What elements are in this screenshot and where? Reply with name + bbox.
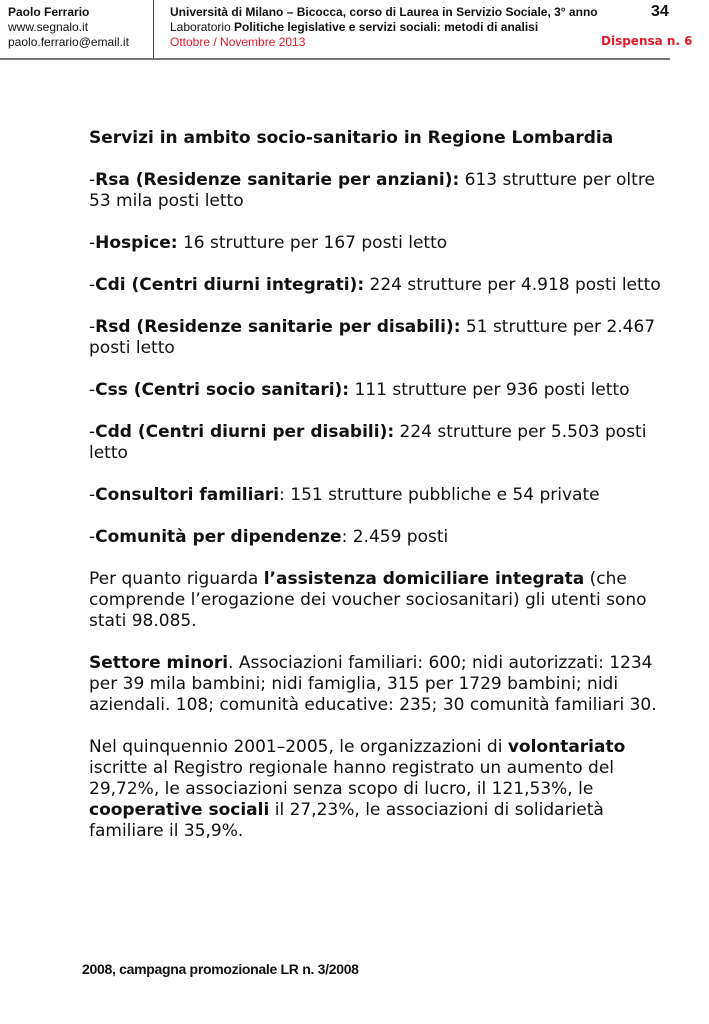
course-date: Ottobre / Novembre 2013 (170, 35, 306, 49)
section-title: Servizi in ambito socio-sanitario in Regione Lombardia (89, 128, 614, 148)
item-label: Rsa (Residenze sanitarie per anziani): (95, 170, 460, 190)
vol-post: il 27,23%, le associazioni di solidarietà familiare il 35,9%. (89, 800, 604, 841)
dispensa-label: Dispensa n. 6 (601, 34, 693, 48)
vol-mid: iscritte al Registro regionale hanno registrato un aumento del 29,72%, le associazioni senza scopo di lucro, il 121,53%, le (89, 758, 615, 799)
item-text: 224 strutture per 5.503 posti letto (89, 422, 647, 463)
page-number: 34 (651, 3, 669, 20)
vol-bold-1: volontariato (507, 737, 626, 757)
minori-text: . Associazioni familiari: 600; nidi autorizzati: 1234 per 39 mila bambini; nidi famiglia, 315 per 1729 bambini; nidi aziendali. 108; comunità educative: 235; 30 comunità familiari 30. (89, 653, 657, 715)
lab-name: Politiche legislative e servizi sociali: metodi di analisi (234, 20, 539, 34)
header-rule (0, 58, 670, 60)
item-label: Cdd (Centri diurni per disabili): (95, 422, 395, 442)
header-author-block (8, 5, 129, 50)
item-text: 16 strutture per 167 posti letto (177, 233, 448, 253)
vol-bold-2: cooperative sociali (89, 800, 270, 820)
item-dash: - (89, 527, 96, 547)
item-text: 111 strutture per 936 posti letto (349, 380, 630, 400)
list-item-cdd (89, 422, 669, 464)
item-text: 224 strutture per 4.918 posti letto (364, 275, 661, 295)
item-label: Css (Centri socio sanitari): (95, 380, 350, 400)
item-label: Cdi (Centri diurni integrati): (95, 275, 365, 295)
item-text: 613 strutture per oltre 53 mila posti letto (89, 170, 655, 211)
item-dash: - (89, 233, 96, 253)
list-item-rsa (89, 170, 669, 212)
author-name: Paolo Ferrario (8, 5, 90, 19)
item-label: Consultori familiari (95, 485, 280, 505)
list-item-cdi (89, 275, 669, 296)
item-label: Rsd (Residenze sanitarie per disabili): (95, 317, 461, 337)
course-title: Università di Milano – Bicocca, corso di Laurea in Servizio Sociale, 3° anno (170, 5, 598, 19)
minori-bold: Settore minori (89, 653, 229, 673)
paragraph-adi (89, 569, 669, 632)
author-website[interactable]: www.segnalo.it (8, 20, 89, 34)
author-email[interactable]: paolo.ferrario@email.it (8, 35, 129, 49)
list-item-comunita (89, 527, 669, 548)
paragraph-minori (89, 653, 669, 716)
header-divider (153, 0, 154, 58)
list-item-hospice (89, 233, 669, 254)
item-dash: - (89, 485, 96, 505)
item-dash: - (89, 380, 96, 400)
lab-prefix: Laboratorio (170, 20, 235, 34)
adi-post: (che comprende l’erogazione dei voucher sociosanitari) gli utenti sono stati 98.085. (89, 569, 647, 631)
lab-title (170, 20, 598, 35)
header-course-block (170, 5, 598, 50)
item-text: : 151 strutture pubbliche e 54 private (279, 485, 600, 505)
item-text: : 2.459 posti (341, 527, 449, 547)
list-item-consultori (89, 485, 669, 506)
list-item-css (89, 380, 669, 401)
document-body (89, 128, 669, 863)
paragraph-volontariato (89, 737, 669, 842)
adi-pre: Per quanto riguarda (89, 569, 264, 589)
item-dash: - (89, 170, 96, 190)
adi-bold: l’assistenza domiciliare integrata (263, 569, 585, 589)
item-dash: - (89, 275, 96, 295)
vol-pre: Nel quinquennio 2001–2005, le organizzazioni di (89, 737, 508, 757)
item-dash: - (89, 317, 96, 337)
list-item-rsd (89, 317, 669, 359)
item-text: 51 strutture per 2.467 posti letto (89, 317, 656, 358)
item-label: Hospice: (95, 233, 178, 253)
item-label: Comunità per dipendenze (95, 527, 342, 547)
footer-caption: 2008, campagna promozionale LR n. 3/2008 (82, 961, 359, 977)
item-dash: - (89, 422, 96, 442)
